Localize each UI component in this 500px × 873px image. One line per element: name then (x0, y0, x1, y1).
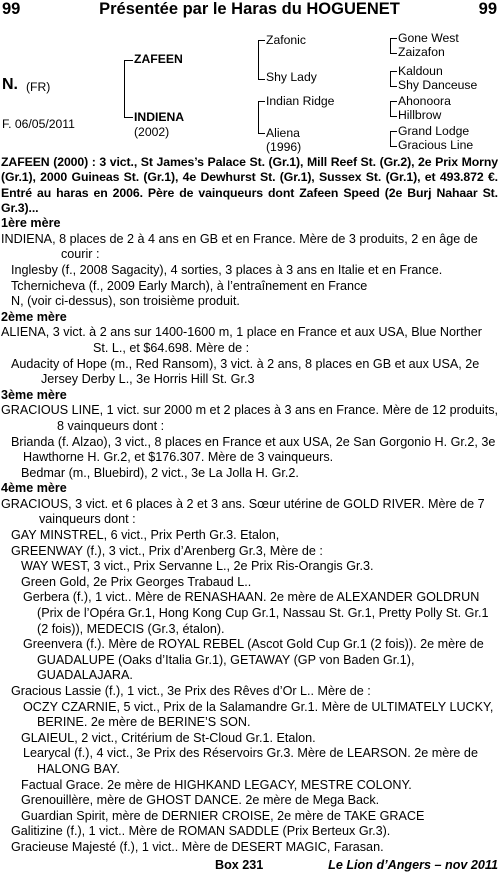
grand-produce-4: Greenvera (f.). Mère de ROYAL REBEL (Ascot Gold Cup Gr.1 (2 fois)). 2e mère de GUADALUPE (Oaks d’Italia Gr.1), GETAWAY (GP von Baden Gr.1), GUADALAJARA. (23, 637, 484, 683)
section-3eme-mere: 3ème mère (1, 387, 67, 402)
gg-ssd: Zaizafon (398, 45, 445, 59)
produce-1: Inglesby (f., 2008 Sagacity), 4 sorties, 3 places à 3 ans en Italie et en France. (11, 262, 443, 277)
third-dam-produce-1: Brianda (f. Alzao), 3 vict., 8 places en France et aux USA, 2e San Gorgonio H. Gr.2, 3e Hawthorne H. Gr.2, et $176.307. Mère de 3 vainqueurs. (11, 434, 496, 465)
grand-produce-3: Gerbera (f.), 1 vict.. Mère de RENASHAAN. 2e mère de ALEXANDER GOLDRUN (Prix de l’Opéra Gr.1, Hong Kong Cup Gr.1, Nassau St. Gr.1, Pretty Polly St. Gr.1 (2 fois)), MEDECIS (Gr.3, étalon). (23, 590, 489, 636)
dam-sire: Indian Ridge (266, 94, 335, 108)
grand-produce-5: OCZY CZARNIE, 5 vict., Prix de la Salamandre Gr.1. Mère de ULTIMATELY LUCKY, BERINE. 2e mère de BERINE’S SON. (23, 699, 494, 730)
grand-produce-8: Factual Grace. 2e mère de HIGHKAND LEGACY, MESTRE COLONY. (21, 777, 412, 792)
fourth-dam-produce-4: Galitizine (f.), 1 vict.. Mère de ROMAN SADDLE (Prix Berteux Gr.3). (11, 824, 391, 839)
page-title: Présentée par le Haras du HOGUENET (99, 0, 400, 18)
dam-name: INDIENA (134, 110, 185, 124)
bracket-gg3 (390, 101, 397, 117)
gg-dsd: Hillbrow (398, 108, 442, 122)
bracket-dam (258, 101, 265, 134)
section-1ere-mere: 1ère mère (1, 216, 61, 231)
sire-dam: Shy Lady (266, 70, 317, 84)
third-dam-produce-2: Bedmar (m., Bluebird), 2 vict., 3e La Jolla H. Gr.2. (21, 465, 299, 480)
horse-name: N. (2, 76, 18, 93)
third-dam-entry: GRACIOUS LINE, 1 vict. sur 2000 m et 2 places à 3 ans en France. Mère de 12 produits, 8 vainqueurs dont : (1, 403, 498, 433)
gg-dss: Ahonoora (398, 94, 451, 108)
sire-sire: Zafonic (266, 33, 306, 47)
fourth-dam-produce-2: GREENWAY (f.), 3 vict., Prix d’Arenberg Gr.3, Mère de : (11, 543, 323, 558)
fourth-dam-produce-3: Gracious Lassie (f.), 1 vict., 3e Prix des Rêves d’Or L.. Mère de : (11, 684, 371, 698)
grand-produce-10: Guardian Spirit, mère de DERNIER CROISE, 2e mère de TAKE GRACE (21, 808, 425, 823)
gg-sdd: Shy Danceuse (398, 78, 478, 92)
dam-year: (2002) (134, 125, 170, 139)
grand-produce-6: GLAIEUL, 2 vict., Critérium de St-Cloud Gr.1. Etalon. (21, 730, 316, 745)
fourth-dam-produce-5: Gracieuse Majesté (f.), 1 vict.. Mère de DESERT MAGIC, Farasan. (11, 839, 384, 854)
dam-dam: Aliena (266, 126, 300, 140)
page-footer (0, 857, 498, 873)
grand-produce-9: Grenouillère, mère de GHOST DANCE. 2e mère de Mega Back. (21, 793, 380, 808)
fourth-dam-entry: GRACIOUS, 3 vict. et 6 places à 2 et 3 ans. Sœur utérine de GOLD RIVER. Mère de 7 vainqueurs dont : (1, 496, 485, 527)
foaling-date: F. 06/05/2011 (2, 117, 75, 131)
horse-country: (FR) (26, 80, 51, 94)
dam-dam-year: (1996) (266, 140, 302, 154)
gg-ddd: Gracious Line (398, 138, 474, 152)
grand-produce-7: Learycal (f.), 4 vict., 3e Prix des Réservoirs Gr.3. Mère de LEARSON. 2e mère de HALONG BAY. (23, 746, 478, 776)
lot-number-right: 99 (478, 0, 497, 18)
bracket-parents (124, 60, 133, 118)
second-dam-produce-1: Audacity of Hope (m., Red Ransom), 3 vict. à 2 ans, 8 places en GB et aux USA, 2e Jersey Derby L., 3e Horris Hill St. Gr.3 (11, 356, 480, 387)
pedigree-table (0, 0, 500, 155)
gg-dds: Grand Lodge (398, 124, 470, 138)
grand-produce-1: WAY WEST, 3 vict., Prix Servanne L., 2e Prix Ris-Orangis Gr.3. (21, 559, 374, 574)
section-2eme-mere: 2ème mère (1, 309, 67, 324)
produce-2: Tchernicheva (f., 2009 Early March), à l’entraînement en France (11, 278, 368, 293)
bracket-sire (258, 40, 265, 80)
grand-produce-2: Green Gold, 2e Prix Georges Trabaud L.. (21, 574, 252, 589)
sire-summary: ZAFEEN (2000) : 3 vict., St James’s Palace St. (Gr.1), Mill Reef St. (Gr.2), 2e Prix Morny (Gr.1), 2000 Guineas St. (Gr.1), 4e Dewhurst St. (Gr.1), Sussex St. (Gr.1), et 493.872 €. Entré au haras en 2006. Père de vainqueurs dont Zafeen Speed (2e Burj Nahaar St. Gr.3)... (1, 155, 498, 215)
section-4eme-mere: 4ème mère (1, 481, 67, 496)
bracket-gg4 (390, 131, 397, 147)
sire-name: ZAFEEN (134, 52, 183, 66)
lot-number-left: 99 (2, 0, 21, 18)
catalogue-body (1, 155, 498, 856)
bracket-gg1 (390, 38, 397, 54)
dam-entry: INDIENA, 8 places de 2 à 4 ans en GB et en France. Mère de 3 produits, 2 en âge de courir : (1, 231, 478, 262)
second-dam-entry: ALIENA, 3 vict. à 2 ans sur 1400-1600 m, 1 place en France et aux USA, Blue Norther St. L., et $64.698. Mère de : (1, 325, 482, 355)
box-number: Box 231 (215, 858, 264, 872)
sale-name: Le Lion d’Angers – nov 2011 (328, 858, 498, 872)
produce-3: N, (voir ci-dessus), son troisième produit. (11, 294, 240, 309)
gg-sds: Kaldoun (398, 64, 443, 78)
fourth-dam-produce-1: GAY MINSTREL, 6 vict., Prix Perth Gr.3. Etalon, (11, 528, 280, 543)
gg-sss: Gone West (398, 31, 459, 45)
bracket-gg2 (390, 71, 397, 87)
